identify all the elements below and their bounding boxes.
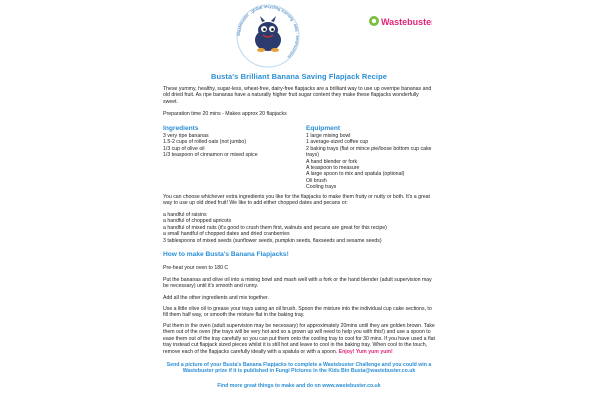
list-item: 1 average-sized coffee cup bbox=[306, 139, 369, 146]
list-item: a handful of chopped apricots bbox=[163, 218, 232, 225]
list-item: a handful of mixed nuts (it's good to crush them first, walnuts and pecans are great for this recipe) bbox=[163, 224, 387, 231]
list-item: Oil brush bbox=[306, 177, 327, 184]
footer-note: Send a picture of your Busta's Banana Flapjacks to complete a Wastebuster Challenge and you could win a Wastebuster prize if it is published in Fungi Pictures in the Kids Bin Busta@wastebuster.co.uk bbox=[166, 362, 432, 375]
step-5 bbox=[163, 323, 435, 355]
list-item: a handful of raisins bbox=[163, 212, 207, 218]
list-item: 1.5-2 cups of rolled oats (not jumbo) bbox=[163, 139, 247, 146]
footer-link[interactable]: Find more great things to make and do on www.wastebuster.co.uk bbox=[217, 383, 381, 389]
recipe-title: Busta's Brilliant Banana Saving Flapjack Recipe bbox=[210, 72, 388, 81]
list-item: 1/3 teaspoon of cinnamon or mixed spice bbox=[163, 152, 258, 159]
step-1: Pre-heat your oven to 180 C bbox=[163, 265, 229, 271]
step-3: Add all the other ingredients and mix together. bbox=[163, 295, 269, 301]
extras-intro: You can choose whichever extra ingredients you like for the flapjacks to make them fruity or nutty or both. It's a great way to use up old dried fruit! We like to add either chopped dates and pecans or: bbox=[163, 194, 430, 207]
list-item: 3 tablespoons of mixed seeds (sunflower seeds, pumpkin seeds, flaxseeds and sesame seeds) bbox=[163, 237, 382, 244]
logo-ring-text: Wastebuster · global recycling learning · kids · environment · bbox=[235, 3, 301, 62]
list-item: 1 large mixing bowl bbox=[306, 133, 351, 139]
list-item: 3 very ripe bananas bbox=[163, 133, 209, 139]
enjoy-text: Enjoy! Yum yum yum! bbox=[338, 348, 393, 355]
equipment-heading: Equipment bbox=[306, 125, 341, 132]
extras-list bbox=[163, 212, 435, 244]
list-item: 2 baking trays (flat or mince pie/loose bottom cup cake trays) bbox=[306, 145, 432, 159]
brand-name: Wastebuster bbox=[381, 17, 432, 27]
step-4: Use a little olive oil to grease your trays using an oil brush. Spoon the mixture into the individual cup cake sections, to fill them half way, or smooth the mixture flat in the baking tray. bbox=[163, 306, 432, 319]
list-item: Cooling trays bbox=[306, 184, 337, 191]
wastebuster-logo bbox=[232, 2, 304, 70]
prep-time: Preparation time 20 mins - Makes approx 20 flapjacks bbox=[163, 111, 287, 117]
list-item: A large spoon to mix and spatula (optional) bbox=[306, 171, 405, 178]
step-2: Put the bananas and olive oil into a mixing bowl and mash well with a fork or the hand blender (adult supervision may be necessary) until it's smooth and runny. bbox=[163, 277, 432, 290]
list-item: 1/3 cup of olive oil bbox=[163, 145, 205, 152]
method-heading: How to make Busta's Banana Flapjacks! bbox=[163, 251, 289, 258]
list-item: a small handful of chopped dates and dried cranberries bbox=[163, 231, 290, 238]
equipment-list bbox=[306, 133, 436, 191]
list-item: A teaspoon to measure bbox=[306, 165, 360, 172]
step-5-text: Put them in the oven (adult supervision may be necessary) for approximately 20mins until they are golden brown. Take them out of the oven (the trays will be very hot and so a grown up will need to help you with this!) and use a spoon to ease them out of the tray carefully so you can put them onto the cooling tray to cool for 30 mins. If you have used a flat tray instead cut flapjack sized pieces whilst it is still hot and leave to cool in the baking tray. When cool to the touch, remove each of the flapjacks carefully ideally with a spatula or with a spoon. bbox=[163, 323, 435, 355]
ingredients-heading: Ingredients bbox=[163, 125, 199, 132]
ingredients-list bbox=[163, 133, 293, 159]
list-item: A hand blender or fork bbox=[306, 158, 358, 165]
intro-paragraph: These yummy, healthy, sugar-less, wheat-free, dairy-free flapjacks are a brilliant way to use up overripe bananas and old dried fruit. As ripe bananas have a naturally higher fruit sugar content they make these flapjacks wonderfully sweet. bbox=[163, 86, 432, 105]
brand-logo bbox=[368, 12, 432, 32]
